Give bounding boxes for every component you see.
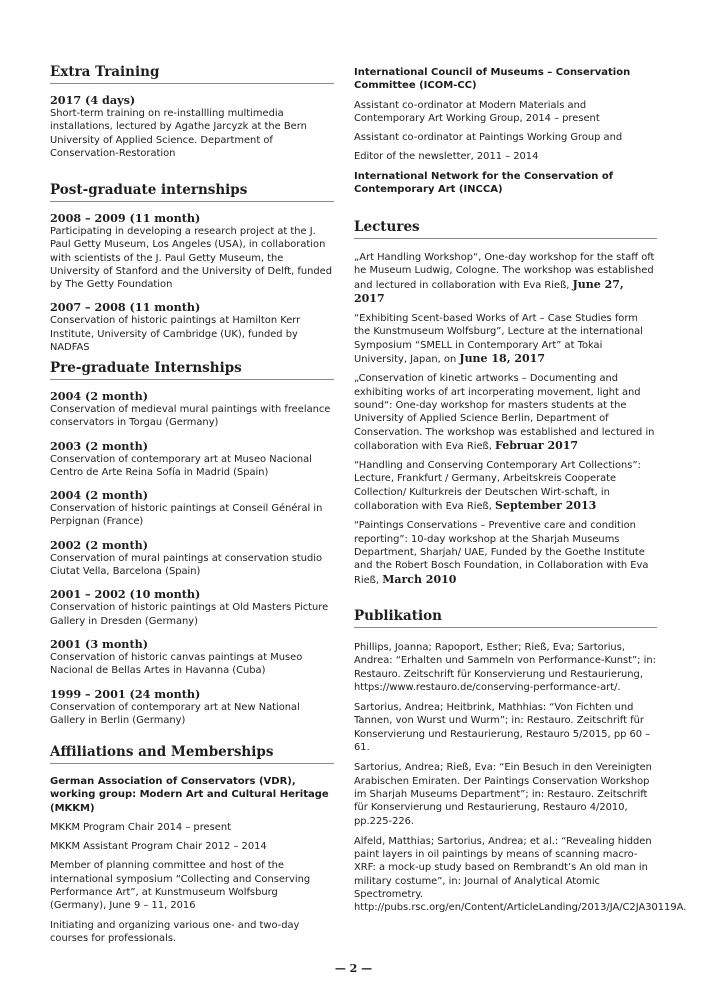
- lecture-text: „Art Handling Workshop“, One-day workshop for the staff oft he Museum Ludwig, Cologne. The workshop was established and lectured in collaboration with Eva Rieß,: [354, 252, 655, 291]
- affiliations-section: [50, 744, 334, 945]
- pregraduate-section: [50, 360, 334, 727]
- section-heading: Extra Training: [50, 64, 334, 84]
- entry-description: Conservation of historic paintings at Conseil Général in Perpignan (France): [50, 503, 323, 528]
- lecture-text: “Paintings Conservations – Preventive care and condition reporting”: 10-day workshop at the Sharjah Museums Department, Sharjah/ UAE, Funded by the Goethe Institute and the Robert Bosch Foundation, in Collaboration with Eva Rieß,: [354, 520, 649, 586]
- list-item: Editor of the newsletter, 2011 – 2014: [354, 151, 539, 163]
- lecture-text: „Conservation of kinetic artworks – Documenting and exhibiting works of art incorperating movement, light and sound“: One-day workshop for masters students at the University of Applied Science Berlin, Department of Conservation. The workshop was established and lectured in collaboration with Eva Rieß,: [354, 373, 655, 452]
- icom-section: [354, 66, 657, 196]
- lecture-date: June 18, 2017: [459, 352, 545, 366]
- publication-item: Sartorius, Andrea; Heitbrink, Mathhias: “Von Fichten und Tannen, von Wurst und Wurm”; in: Restauro. Zeitschrift für Konservierung und Restaurierung, Restauro 5/2015, pp 60 – 61.: [354, 702, 651, 754]
- entry-date: 2001 – 2002 (10 month): [50, 587, 201, 602]
- lecture-date: June 27, 2017: [354, 277, 624, 305]
- entry-description: Conservation of historic canvas paintings at Museo Nacional de Bellas Artes in Havanna (Cuba): [50, 651, 303, 677]
- lecture-text: “Handling and Conserving Contemporary Art Collections”: Lecture, Frankfurt / Germany, Arbeitskreis Cooperate Collection/ Kulturkreis der Deutschen Wirt-schaft, in collaboration with Eva Rieß,: [354, 460, 641, 513]
- list-item: MKKM Assistant Program Chair 2012 – 2014: [50, 841, 267, 853]
- lecture-item: [354, 372, 657, 453]
- entry-description: Conservation of historic paintings at Hamilton Kerr Institute, University of Cambridge (UK), funded by NADFAS: [50, 315, 301, 354]
- entry-date: 2003 (2 month): [50, 438, 149, 453]
- entry-description: Participating in developing a research project at the J. Paul Getty Museum, Los Angeles (USA), in collaboration with scientists of the J. Paul Getty Museum, the University of Stanford and the University of Delft, funded by The Getty Foundation: [50, 226, 333, 291]
- entry-date: 2001 (3 month): [50, 636, 149, 651]
- entry-description: Conservation of historic paintings at Old Masters Picture Gallery in Dresden (Germany): [50, 602, 329, 627]
- entry-description: Conservation of medieval mural paintings with freelance conservators in Torgau (Germany): [50, 404, 331, 429]
- organization-name: German Association of Conservators (VDR), working group: Modern Art and Cultural Heritage (MKKM): [50, 776, 329, 814]
- list-item: Assistant co-ordinator at Modern Materials and Contemporary Art Working Group, 2014 – present: [354, 99, 600, 124]
- extra-training-section: [50, 64, 334, 160]
- lecture-text: “Exhibiting Scent-based Works of Art – Case Studies form the Kunstmuseum Wolfsburg”, Lecture at the international Symposium “SMELL in Contemporary Art” at Tokai University, Japan, on: [354, 313, 643, 366]
- organization-name: International Council of Museums – Conservation Committee (ICOM-CC): [354, 67, 631, 92]
- entry-date: 2007 – 2008 (11 month): [50, 300, 201, 315]
- section-heading: Lectures: [354, 219, 657, 239]
- publikation-section: [354, 608, 687, 915]
- postgraduate-section: [50, 182, 334, 354]
- section-heading: Publikation: [354, 608, 657, 628]
- lectures-section: [354, 219, 657, 587]
- list-item: MKKM Program Chair 2014 – present: [50, 821, 231, 833]
- entry-date: 2002 (2 month): [50, 537, 149, 552]
- entry-description: Conservation of contemporary art at New National Gallery in Berlin (Germany): [50, 701, 300, 726]
- lecture-item: [354, 519, 657, 586]
- publication-item: Alfeld, Matthias; Sartorius, Andrea; et al.: “Revealing hidden paint layers in oil paintings by means of scanning macro-XRF: a mock-up study based on Rembrandt’s An old man in military costume”, in: Journal of Analytical Atomic Spectrometry. http://pubs.rsc.org/en/Content/ArticleLanding/2013/JA/C2JA30119A.: [354, 835, 687, 914]
- entry-date: 2004 (2 month): [50, 389, 149, 403]
- list-item: [50, 389, 334, 430]
- entry-description: Short-term training on re-installling multimedia installations, lectured by Agathe Jarcyzk at the Bern University of Applied Science. Department of Conservation-Restoration: [50, 108, 307, 159]
- entry-date: 2017 (4 days): [50, 93, 136, 107]
- list-item: [50, 587, 334, 628]
- list-item: [50, 687, 334, 728]
- list-item: Initiating and organizing various one- and two-day courses for professionals.: [50, 919, 300, 944]
- list-item: [50, 300, 334, 354]
- lecture-item: [354, 459, 657, 513]
- lecture-date: March 2010: [382, 572, 457, 586]
- list-item: [50, 637, 334, 678]
- organization-name: International Network for the Conservation of Contemporary Art (INCCA): [354, 170, 614, 196]
- list-item: [50, 439, 334, 480]
- lecture-item: [354, 251, 657, 306]
- entry-date: 1999 – 2001 (24 month): [50, 686, 201, 701]
- lecture-date: Februar 2017: [495, 438, 579, 452]
- entry-description: Conservation of contemporary art at Museo Nacional Centro de Arte Reina Sofía in Madrid (Spain): [50, 453, 312, 478]
- publication-item: Phillips, Joanna; Rapoport, Esther; Rieß, Eva; Sartorius, Andrea: “Erhalten und Sammeln von Performance-Kunst”; in: Restauro. Zeitschrift für Konservierung und Restaurierung, https://www.restauro.de/conserving-performance-art/.: [354, 642, 656, 693]
- list-item: [50, 488, 334, 529]
- section-heading: Pre-graduate Internships: [50, 360, 334, 380]
- entry-date: 2004 (2 month): [50, 488, 149, 503]
- section-heading: Affiliations and Memberships: [50, 744, 334, 764]
- lecture-item: [354, 312, 657, 366]
- entry-description: Conservation of mural paintings at conservation studio Ciutat Vella, Barcelona (Spain): [50, 552, 323, 578]
- page-number: — 2 —: [334, 962, 373, 975]
- publication-item: Sartorius, Andrea; Rieß, Eva: “Ein Besuch in den Vereinigten Arabischen Emiraten. Der Paintings Conservation Workshop im Sharjah Museums Department”; in: Restauro. Zeitschrift für Konservierung und Restaurierung, Restauro 4/2010, pp.225-226.: [354, 762, 652, 827]
- lecture-date: September 2013: [495, 499, 597, 513]
- list-item: [50, 538, 334, 579]
- section-heading: Post-graduate internships: [50, 182, 334, 202]
- entry-date: 2008 – 2009 (11 month): [50, 211, 201, 225]
- list-item: [50, 211, 334, 291]
- list-item: Assistant co-ordinator at Paintings Working Group and: [354, 132, 623, 144]
- list-item: Member of planning committee and host of the international symposium “Collecting and Conserving Performance Art”, at Kunstmuseum Wolfsburg (Germany), June 9 – 11, 2016: [50, 860, 311, 912]
